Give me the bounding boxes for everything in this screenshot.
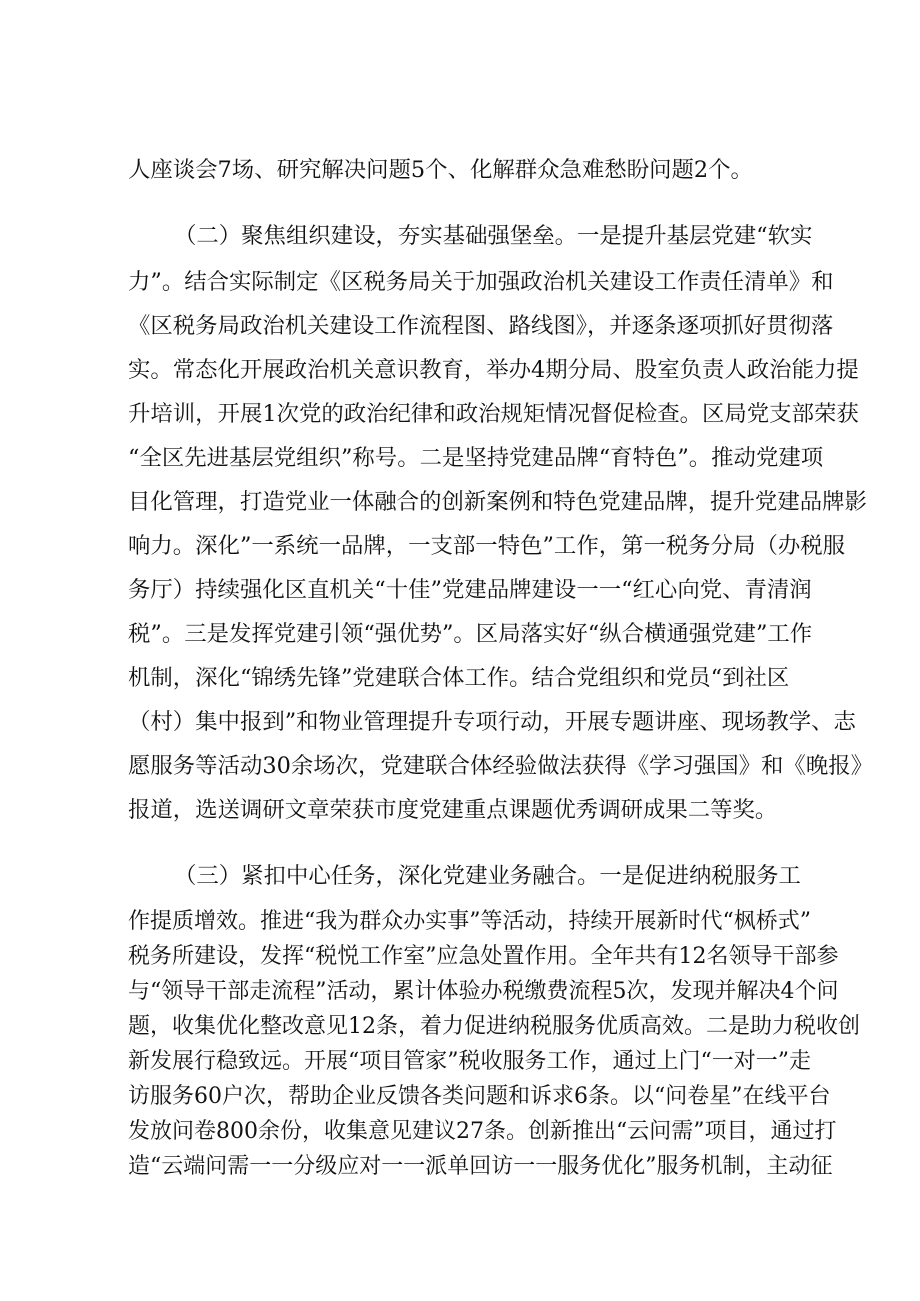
text-line: 作提质增效。推进“我为群众办实事”等活动，持续开展新时代“枫桥式”	[128, 909, 811, 934]
text-line: 题，收集优化整改意见12条，着力促进纳税服务优质高效。二是助力税收创	[128, 1014, 860, 1039]
text-line: 响力。深化”一系统一品牌，一支部一特色”工作，第一税务分局（办税服	[128, 533, 846, 559]
text-line: 升培训，开展1次党的政治纪律和政治规矩情况督促检查。区局党支部荣获	[128, 401, 859, 427]
text-line: “全区先进基层党组织”称号。二是坚持党建品牌“育特色”。推动党建项	[128, 445, 824, 471]
text-line: 税”。三是发挥党建引领“强优势”。区局落实好“纵合横通强党建”工作	[128, 621, 813, 647]
text-line: 人座谈会7场、研究解决问题5个、化解群众急难愁盼问题2个。	[128, 157, 753, 183]
text-line: 《区税务局政治机关建设工作流程图、路线图》，并逐条逐项抓好贯彻落	[128, 313, 834, 339]
text-line: 力”。结合实际制定《区税务局关于加强政治机关建设工作责任清单》和	[128, 269, 834, 295]
text-line: 与“领导干部走流程”活动，累计体验办税缴费流程5次，发现并解决4个问	[128, 979, 839, 1004]
section-heading-line: （三）紧扣中心任务，深化党建业务融合。一是促进纳税服务工	[174, 863, 801, 889]
text-line: 新发展行稳致远。开展“项目管家”税收服务工作，通过上门“一对一”走	[128, 1049, 811, 1074]
text-line: 报道，选送调研文章荣获市度党建重点课题优秀调研成果二等奖。	[128, 797, 778, 823]
section-heading-line: （二）聚焦组织建设，夯实基础强堡垒。一是提升基层党建“软实	[174, 223, 813, 249]
text-line: 实。常态化开展政治机关意识教育，举办4期分局、股室负责人政治能力提	[128, 357, 859, 383]
text-line: 访服务60户次，帮助企业反馈各类问题和诉求6条。以“问卷星”在线平台	[128, 1084, 831, 1109]
text-line: 愿服务等活动30余场次，党建联合体经验做法获得《学习强国》和《晚报》	[128, 753, 873, 779]
text-line: 务厅）持续强化区直机关“十佳”党建品牌建设一一“红心向党、青清润	[128, 577, 812, 603]
text-line: （村）集中报到”和物业管理提升专项行动，开展专题讲座、现场教学、志	[128, 709, 856, 735]
text-line: 目化管理，打造党业一体融合的创新案例和特色党建品牌，提升党建品牌影	[128, 489, 867, 515]
text-line: 造“云端问需一一分级应对一一派单回访一一服务优化”服务机制，主动征	[128, 1154, 833, 1179]
text-line: 发放问卷800余份，收集意见建议27条。创新推出“云问需”项目，通过打	[128, 1119, 837, 1144]
text-line: 税务所建设，发挥“税悦工作室”应急处置作用。全年共有12名领导干部参	[128, 944, 839, 969]
text-line: 机制，深化“锦绣先锋”党建联合体工作。结合党组织和党员“到社区	[128, 665, 790, 691]
